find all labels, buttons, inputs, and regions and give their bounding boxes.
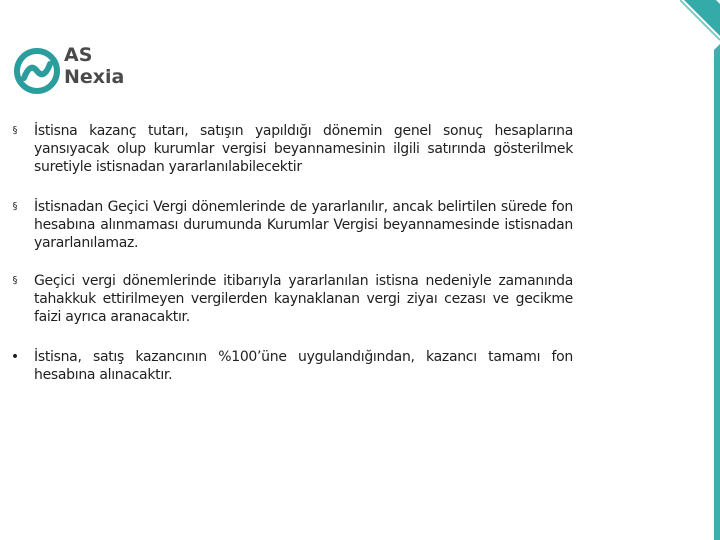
list-item <box>8 272 573 326</box>
list-item-text: İstisna, satış kazancının %100’üne uygulandığından, kazancı tamamı fon hesabına alınacaktır. <box>34 349 573 383</box>
logo-line2: Nexia <box>64 66 125 88</box>
bullet-marker: § <box>12 125 18 136</box>
list-item-text: İstisnadan Geçici Vergi dönemlerinde de yararlanılır, ancak belirtilen sürede fon hesabına alınmaması durumunda Kurumlar Vergisi beyannamesinde istisnadan yararlanılamaz. <box>34 199 573 251</box>
list-item <box>8 198 573 252</box>
bullet-marker: • <box>10 349 20 365</box>
list-item <box>8 348 573 384</box>
bullet-marker: § <box>12 275 18 286</box>
as-nexia-logo <box>14 44 144 100</box>
corner-accent-decoration <box>680 0 720 540</box>
list-item-text: İstisna kazanç tutarı, satışın yapıldığı dönemin genel sonuç hesaplarına yansıyacak olup kurumlar vergisi beyannamesinin ilgili satırında gösterilmek suretiyle istisnadan yararlanılabilecektir <box>34 123 573 175</box>
bullet-marker: § <box>12 201 18 212</box>
logo-line1: AS <box>64 44 93 66</box>
list-item <box>8 122 573 176</box>
nexia-logo-mark-icon <box>14 48 60 94</box>
list-item-text: Geçici vergi dönemlerinde itibarıyla yararlanılan istisna nedeniyle zamanında tahakkuk ettirilmeyen vergilerden kaynaklanan vergi ziyaı cezası ve gecikme faizi ayrıca aranacaktır. <box>34 273 573 325</box>
bullet-list <box>8 122 573 402</box>
logo-wordmark <box>64 44 124 88</box>
